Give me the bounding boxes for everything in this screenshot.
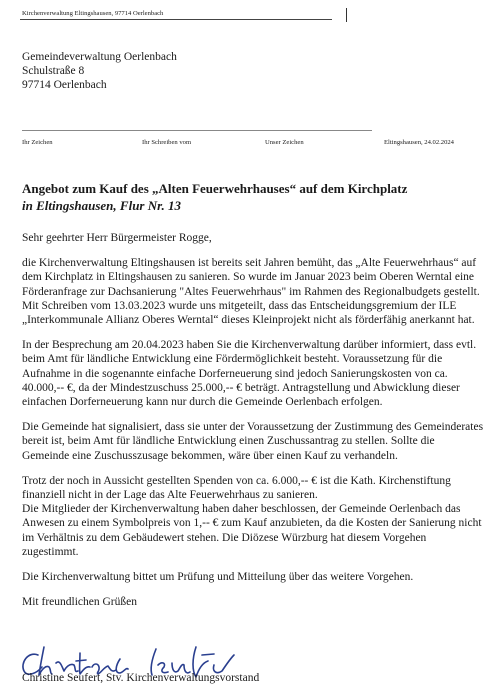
- ref-ihr-zeichen: Ihr Zeichen: [22, 139, 53, 146]
- recipient-address: [22, 50, 177, 92]
- reference-divider: [22, 130, 372, 131]
- paragraph-5: Die Mitglieder der Kirchenverwaltung haben daher beschlossen, der Gemeinde Oerlenbach das Anwesen zu einem Symbolpreis von 1,-- € zum Kauf anzubieten, da die Kosten der Sanierung nicht im Verhältnis zu dem Gebäudewert stehen. Die Diözese Würzburg hat diesem Vorgehen zugestimmt.: [22, 503, 482, 558]
- recipient-street: Schulstraße 8: [22, 65, 85, 77]
- letter-body: [22, 231, 484, 620]
- ref-unser-zeichen: Unser Zeichen: [265, 139, 304, 146]
- recipient-name: Gemeindeverwaltung Oerlenbach: [22, 51, 177, 63]
- sender-underline: [20, 19, 332, 20]
- subject-heading: [22, 180, 482, 214]
- paragraph-4: Trotz der noch in Aussicht gestellten Spenden von ca. 6.000,-- € ist die Kath. Kirchenstiftung finanziell nicht in der Lage das Alte Feuerwehrhaus zu sanieren.: [22, 474, 451, 502]
- salutation: Sehr geehrter Herr Bürgermeister Rogge,: [22, 232, 212, 244]
- signer-name: Christine Seufert, Stv. Kirchenverwaltungsvorstand: [22, 672, 260, 684]
- fold-mark: [346, 8, 347, 22]
- subject-line-1: Angebot zum Kauf des „Alten Feuerwehrhauses“ auf dem Kirchplatz: [22, 181, 408, 196]
- ref-ihr-schreiben: Ihr Schreiben vom: [142, 139, 192, 146]
- paragraph-1: die Kirchenverwaltung Eltingshausen ist bereits seit Jahren bemüht, das „Alte Feuerwehrhaus“ auf dem Kirchplatz in Eltingshausen zu sanieren. So wurde im Januar 2023 beim Oberen Werntal eine Förderanfrage zur Dachsanierung "Altes Feuerwehrhaus" im Rahmen des Regionalbudgets gestellt. Mit Schreiben vom 13.03.2023 wurde uns mitgeteilt, dass das Entscheidungsgremium der ILE „Interkommunale Allianz Oberes Werntal“ dieses Kleinprojekt nicht als förderfähig anerkannt hat.: [22, 257, 480, 327]
- sender-line: Kirchenverwaltung Eltingshausen, 97714 Oerlenbach: [22, 10, 164, 17]
- paragraph-2: In der Besprechung am 20.04.2023 haben Sie die Kirchenverwaltung darüber informiert, dass evtl. beim Amt für ländliche Entwicklung eine Fördermöglichkeit besteht. Voraussetzung für die Aufnahme in die sogenannte einfache Dorferneuerung sind jedoch Sanierungskosten von ca. 40.000,-- €, da der Mindestzuschuss 25.000,-- € beträgt. Antragstellung und Abwicklung dieser einfachen Dorferneuerung kann nur durch die Gemeinde Oerlenbach erfolgen.: [22, 339, 477, 409]
- recipient-city: 97714 Oerlenbach: [22, 79, 107, 91]
- subject-line-2: in Eltingshausen, Flur Nr. 13: [22, 198, 181, 213]
- paragraph-3: Die Gemeinde hat signalisiert, dass sie unter der Voraussetzung der Zustimmung des Gemeinderates bereit ist, beim Amt für ländliche Entwicklung einen Zuschussantrag zu stellen. Sollte die Gemeinde eine Zuschusszusage bekommen, wäre über einen Kauf zu verhandeln.: [22, 421, 484, 462]
- ref-place-date: Eltingshausen, 24.02.2024: [384, 139, 454, 146]
- closing: Mit freundlichen Grüßen: [22, 596, 137, 609]
- paragraph-6: Die Kirchenverwaltung bittet um Prüfung und Mitteilung über das weitere Vorgehen.: [22, 571, 414, 584]
